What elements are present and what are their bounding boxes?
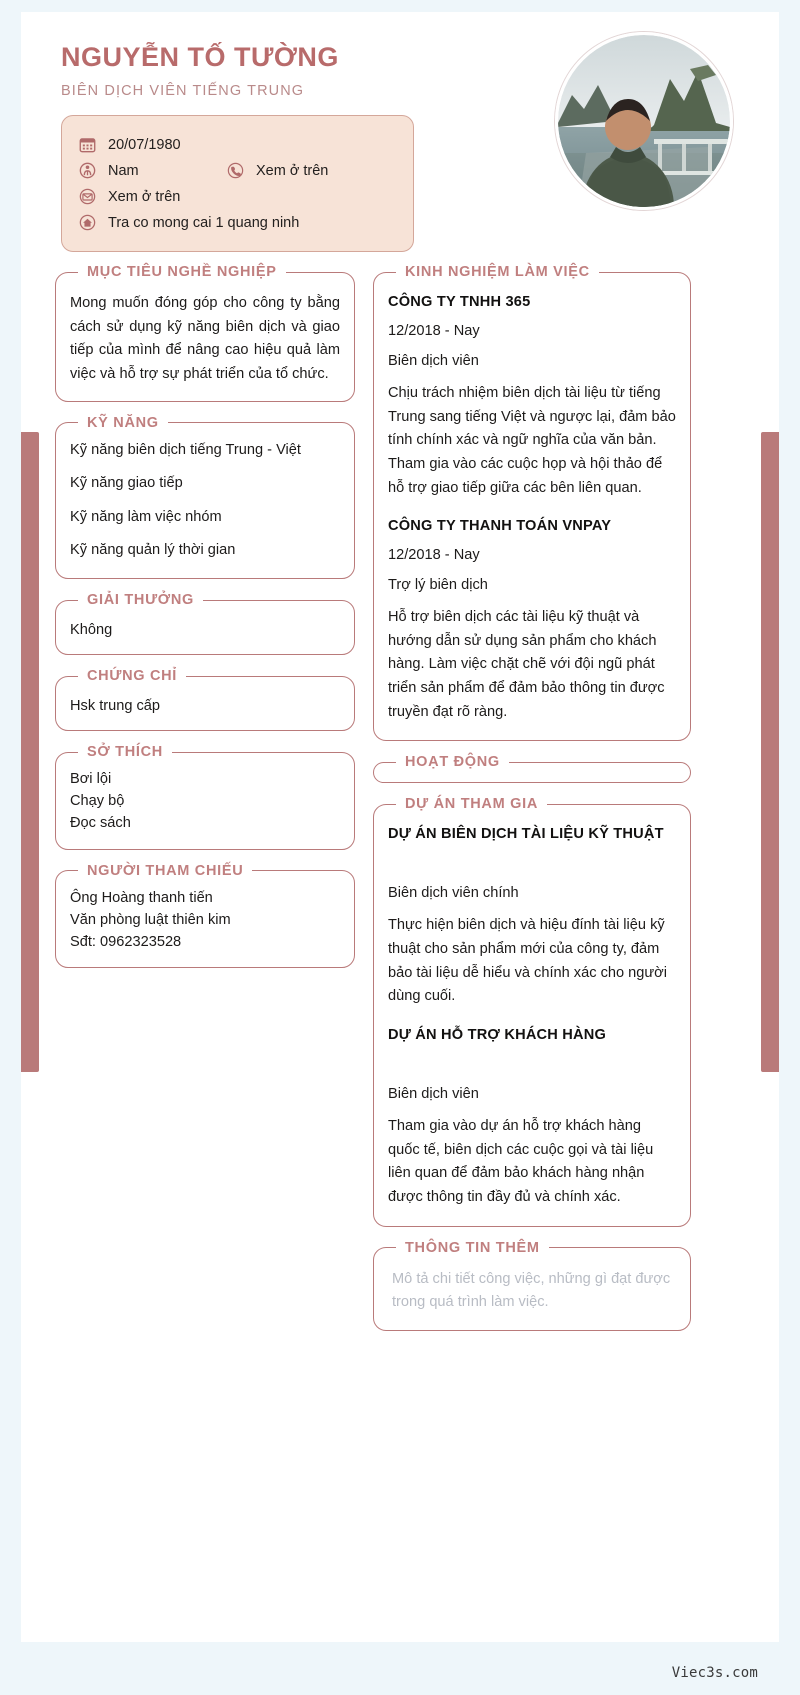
contact-row-address <box>78 213 399 232</box>
contact-row-birthday <box>78 135 399 154</box>
cv-header <box>21 12 779 252</box>
section-title-awards: GIẢI THƯỞNG <box>87 592 195 608</box>
contact-row-gender-phone <box>78 161 399 180</box>
section-title-objective: MỤC TIÊU NGHỀ NGHIỆP <box>87 264 277 280</box>
section-title-certificates: CHỨNG CHỈ <box>87 668 178 684</box>
contact-email <box>78 187 180 206</box>
contact-row-email <box>78 187 399 206</box>
contact-address-value: Tra co mong cai 1 quang ninh <box>108 214 300 231</box>
list-item: Văn phòng luật thiên kim <box>70 911 231 928</box>
avatar <box>555 32 733 210</box>
left-column <box>55 264 355 1344</box>
project-date <box>388 855 676 872</box>
list-item: Kỹ năng biên dịch tiếng Trung - Việt <box>70 441 301 458</box>
contact-phone <box>226 161 328 180</box>
project-org: DỰ ÁN BIÊN DỊCH TÀI LIỆU KỸ THUẬT <box>388 826 664 843</box>
profile-photo-image <box>558 35 730 207</box>
section-title-experience: KINH NGHIỆM LÀM VIỆC <box>405 264 590 280</box>
section-title-projects: DỰ ÁN THAM GIA <box>405 796 538 813</box>
experience-org: CÔNG TY TNHH 365 <box>388 294 531 310</box>
awards-text: Không <box>70 622 113 638</box>
contact-address <box>78 213 299 232</box>
gender-icon <box>78 161 97 180</box>
section-title-skills: KỸ NĂNG <box>87 414 159 431</box>
certificates-text: Hsk trung cấp <box>70 698 161 714</box>
section-title-extra-info: THÔNG TIN THÊM <box>405 1239 540 1256</box>
calendar-icon <box>78 135 97 154</box>
list-item: Đọc sách <box>70 815 131 832</box>
experience-desc: Chịu trách nhiệm biên dịch tài liệu từ tiếng Trung sang tiếng Việt và ngược lại, đảm bảo tính chính xác và ngữ nghĩa của văn bản. Tham gia vào các cuộc họp và hội thảo để hỗ trợ giao tiếp giữa các bên liên quan. <box>388 385 676 496</box>
section-references <box>55 863 355 969</box>
section-extra-info <box>373 1240 691 1332</box>
section-awards <box>55 592 355 655</box>
contact-gender <box>78 161 226 180</box>
section-certificates <box>55 668 355 731</box>
project-desc: Thực hiện biên dịch và hiệu đính tài liệu kỹ thuật cho sản phẩm mới của công ty, đảm bảo tài liệu dễ hiểu và chính xác cho người dùng cuối. <box>388 917 667 1005</box>
cv-body <box>21 252 779 1344</box>
page-title: NGUYỄN TỐ TƯỜNG <box>61 42 339 72</box>
extra-info-placeholder: Mô tả chi tiết công việc, những gì đạt được trong quá trình làm việc. <box>392 1270 671 1310</box>
project-role: Biên dịch viên chính <box>388 885 519 902</box>
section-experience <box>373 264 691 741</box>
experience-entry <box>388 518 676 724</box>
project-desc: Tham gia vào dự án hỗ trợ khách hàng quốc tế, biên dịch các cuộc gọi và tài liệu liên quan để đảm bảo khách hàng nhận được thông tin đầy đủ và chính xác. <box>388 1117 654 1205</box>
experience-date: 12/2018 - Nay <box>388 547 480 564</box>
section-objective <box>55 264 355 402</box>
experience-date: 12/2018 - Nay <box>388 323 480 339</box>
contact-birthday-value: 20/07/1980 <box>108 136 181 153</box>
list-item: Sđt: 0962323528 <box>70 933 182 950</box>
home-icon <box>78 213 97 232</box>
section-hobbies <box>55 744 355 850</box>
objective-text: Mong muốn đóng góp cho công ty bằng cách sử dụng kỹ năng biên dịch và giao tiếp của mình để nâng cao hiệu quả làm việc và hỗ trợ sự phát triển của tổ chức. <box>70 295 340 382</box>
contact-info-panel <box>61 115 414 252</box>
section-title-hobbies: SỞ THÍCH <box>87 744 163 760</box>
experience-org: CÔNG TY THANH TOÁN VNPAY <box>388 518 612 535</box>
section-projects <box>373 796 691 1226</box>
section-skills <box>55 415 355 579</box>
project-entry <box>388 1027 676 1210</box>
right-column <box>373 264 691 1344</box>
project-org: DỰ ÁN HỖ TRỢ KHÁCH HÀNG <box>388 1026 607 1043</box>
footer-site-label: Viec3s.com <box>671 1665 758 1681</box>
experience-desc: Hỗ trợ biên dịch các tài liệu kỹ thuật và hướng dẫn sử dụng sản phẩm cho khách hàng. Làm việc chặt chẽ với đội ngũ phát triển sản phẩm để đảm bảo thông tin được truyền đạt rõ ràng. <box>388 609 665 720</box>
section-title-references: NGƯỜI THAM CHIẾU <box>87 862 244 879</box>
contact-gender-value: Nam <box>108 162 139 179</box>
contact-birthday <box>78 135 181 154</box>
list-item: Bơi lội <box>70 771 112 787</box>
contact-phone-value: Xem ở trên <box>256 162 329 179</box>
phone-icon <box>226 161 245 180</box>
job-title: BIÊN DỊCH VIÊN TIẾNG TRUNG <box>61 83 305 99</box>
cv-page <box>21 12 779 1642</box>
email-icon <box>78 187 97 206</box>
project-entry <box>388 826 676 1009</box>
contact-email-value: Xem ở trên <box>108 188 181 205</box>
experience-role: Trợ lý biên dịch <box>388 577 488 594</box>
project-role: Biên dịch viên <box>388 1085 479 1102</box>
experience-role: Biên dịch viên <box>388 353 479 369</box>
section-title-activities: HOẠT ĐỘNG <box>405 754 500 771</box>
decorative-bar-right <box>761 432 779 1072</box>
decorative-bar-left <box>21 432 39 1072</box>
experience-entry <box>388 294 676 500</box>
project-date <box>388 1056 676 1073</box>
list-item: Kỹ năng giao tiếp <box>70 475 183 492</box>
list-item: Kỹ năng quản lý thời gian <box>70 542 236 559</box>
list-item: Ông Hoàng thanh tiến <box>70 889 213 906</box>
list-item: Chạy bộ <box>70 793 125 810</box>
section-activities <box>373 754 691 783</box>
list-item: Kỹ năng làm việc nhóm <box>70 508 222 525</box>
